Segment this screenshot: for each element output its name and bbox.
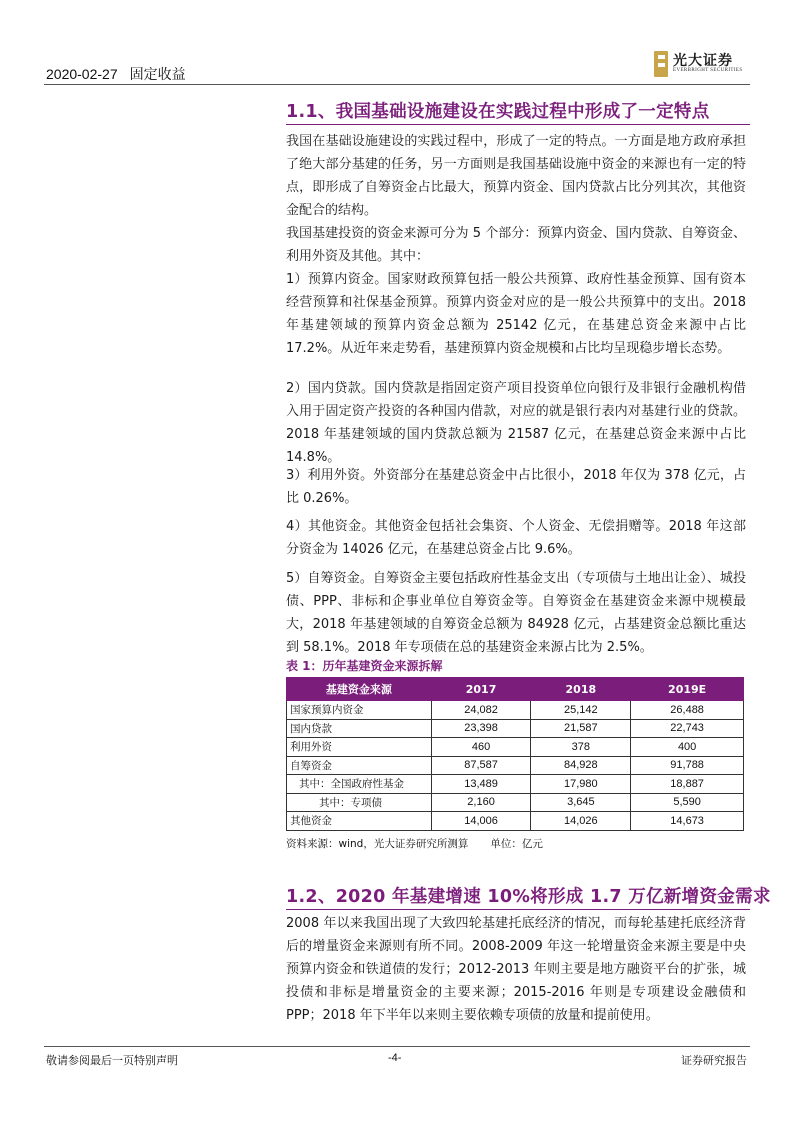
table-cell: 21,587	[531, 719, 631, 738]
header-divider	[44, 84, 750, 85]
table-row	[287, 793, 744, 812]
table-cell: 24,082	[431, 701, 531, 720]
logo-en-text: EVERBRIGHT SECURITIES	[673, 68, 743, 73]
table-cell: 91,788	[631, 756, 744, 775]
logo-cn-text: 光大证券	[673, 53, 733, 69]
report-date: 2020-02-27	[46, 66, 118, 82]
table-cell: 460	[431, 738, 531, 757]
table-cell: 87,587	[431, 756, 531, 775]
paragraph-foreign-capital: 3）利用外资。外资部分在基建总资金中占比很小，2018 年仅为 378 亿元，占比 0.26%。	[286, 468, 746, 506]
table-source-note	[286, 836, 565, 851]
footer-report-type: 证券研究报告	[681, 1054, 747, 1067]
section-2-title: 1.2、2020 年基建增速 10%将形成 1.7 万亿新增资金需求	[286, 887, 771, 907]
row-label: 自筹资金	[287, 756, 432, 775]
table-header-cell: 2018	[531, 678, 631, 701]
table-row	[287, 738, 744, 757]
row-label: 国内贷款	[287, 719, 432, 738]
row-label: 其中：全国政府性基金	[287, 775, 432, 794]
table-header-row	[287, 678, 744, 701]
report-category: 固定收益	[129, 66, 186, 82]
table-cell: 378	[531, 738, 631, 757]
logo-mark-icon	[654, 51, 668, 77]
footer-disclaimer: 敬请参阅最后一页特别声明	[46, 1054, 178, 1067]
row-label: 利用外资	[287, 738, 432, 757]
page-header	[44, 50, 750, 84]
row-label: 国家预算内资金	[287, 701, 432, 720]
table-row	[287, 701, 744, 720]
table-cell: 25,142	[531, 701, 631, 720]
table-cell: 17,980	[531, 775, 631, 794]
table-row	[287, 756, 744, 775]
table-cell: 14,006	[431, 812, 531, 831]
table-cell: 22,743	[631, 719, 744, 738]
table-cell: 5,590	[631, 793, 744, 812]
paragraph-intro: 我国在基础设施建设的实践过程中，形成了一定的特点。一方面是地方政府承担了绝大部分基建的任务，另一方面则是我国基础设施中资金的来源也有一定的特点，即形成了自筹资金占比最大，预算内资金、国内贷款占比分列其次，其他资金配合的结构。	[286, 134, 746, 218]
table-cell: 84,928	[531, 756, 631, 775]
table-row	[287, 719, 744, 738]
table-header-cell: 基建资金来源	[287, 678, 432, 701]
table-header-cell: 2017	[431, 678, 531, 701]
table-cell: 23,398	[431, 719, 531, 738]
table-cell: 13,489	[431, 775, 531, 794]
table-cell: 3,645	[531, 793, 631, 812]
table-cell: 18,887	[631, 775, 744, 794]
footer-divider	[44, 1046, 750, 1047]
table-cell: 26,488	[631, 701, 744, 720]
paragraph-self-raised-funds: 5）自筹资金。自筹资金主要包括政府性基金支出（专项债与土地出让金）、城投债、PPP、非标和企事业单位自筹资金等。自筹资金在基建资金来源中规模最大，2018 年基建领域的自筹资金总额为 84928 亿元，占基建资金总额比重达到 58.1%。2018 年专项债在总的基建资金来源占比为 2.5%。	[286, 571, 746, 655]
row-label: 其他资金	[287, 812, 432, 831]
paragraph-domestic-loans: 2）国内贷款。国内贷款是指固定资产项目投资单位向银行及非银行金融机构借入用于固定资产投资的各种国内借款，对应的就是银行表内对基建行业的贷款。2018 年基建领域的国内贷款总额为 21587 亿元，在基建总资金来源中占比 14.8%。	[286, 381, 746, 465]
section-1-title: 1.1、我国基础设施建设在实践过程中形成了一定特点	[286, 102, 710, 122]
header-meta	[46, 64, 186, 84]
paragraph-funding-parts: 我国基建投资的资金来源可分为 5 个部分：预算内资金、国内贷款、自筹资金、利用外资及其他。其中：	[286, 226, 746, 264]
section-2-rule	[286, 909, 750, 910]
table-row	[287, 812, 744, 831]
paragraph-budget-funds: 1）预算内资金。国家财政预算包括一般公共预算、政府性基金预算、国有资本经营预算和社保基金预算。预算内资金对应的是一般公共预算中的支出。2018 年基建领域的预算内资金总额为 25142 亿元，在基建总资金来源中占比 17.2%。从近年来走势看，基建预算内资金规模和占比均呈现稳步增长态势。	[286, 272, 746, 356]
table-cell: 2,160	[431, 793, 531, 812]
table-row	[287, 775, 744, 794]
row-label: 其中：专项债	[287, 793, 432, 812]
table-cell: 14,026	[531, 812, 631, 831]
table-source: 资料来源：wind，光大证券研究所测算	[286, 838, 469, 850]
company-logo	[654, 50, 746, 78]
paragraph-other-funds: 4）其他资金。其他资金包括社会集资、个人资金、无偿捐赠等。2018 年这部分资金为 14026 亿元，在基建总资金占比 9.6%。	[286, 519, 746, 557]
table-cell: 14,673	[631, 812, 744, 831]
funding-sources-table	[286, 677, 744, 831]
table-cell: 400	[631, 738, 744, 757]
table-title: 表 1：历年基建资金来源拆解	[286, 659, 443, 673]
section-1-rule	[286, 124, 750, 125]
paragraph-stimulus-rounds: 2008 年以来我国出现了大致四轮基建托底经济的情况，而每轮基建托底经济背后的增量资金来源则有所不同。2008-2009 年这一轮增量资金来源主要是中央预算内资金和铁道债的发行；2012-2013 年则主要是地方融资平台的扩张，城投债和非标是增量资金的主要来源；2015-2016 年则是专项建设金融债和 PPP；2018 年下半年以来则主要依赖专项债的放量和提前使用。	[286, 916, 746, 1023]
page-number: -4-	[388, 1052, 402, 1064]
table-unit: 单位：亿元	[490, 838, 543, 850]
table-header-cell: 2019E	[631, 678, 744, 701]
